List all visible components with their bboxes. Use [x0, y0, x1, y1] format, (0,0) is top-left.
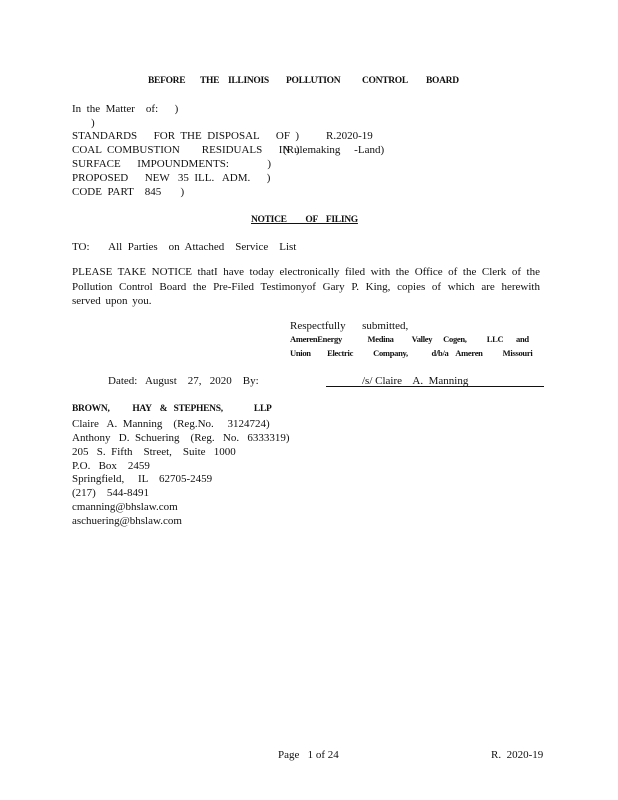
firm-line: (217) 544-8491	[72, 487, 149, 499]
respectfully-submitted: Respectfully submitted,	[290, 320, 409, 332]
case-number: R.2020-19	[326, 130, 373, 142]
caption-line: )	[91, 117, 95, 129]
caption-line: COAL COMBUSTION RESIDUALS IN )	[72, 144, 300, 156]
notice-title: NOTICE OF FILING	[251, 215, 358, 225]
heading-word: BEFORE	[148, 76, 186, 86]
caption-line: PROPOSED NEW 35 ILL. ADM. )	[72, 172, 271, 184]
dated-line: Dated: August 27, 2020 By:	[108, 375, 259, 387]
page-number: Page 1 of 24	[278, 749, 339, 761]
heading-word: ILLINOIS	[228, 76, 269, 86]
caption-line: CODE PART 845 )	[72, 186, 185, 198]
heading-word: POLLUTION	[286, 76, 341, 86]
signature: /s/ Claire A. Manning	[362, 375, 469, 387]
heading-word: BOARD	[426, 76, 459, 86]
firm-line: Anthony D. Schuering (Reg. No. 6333319)	[72, 432, 290, 444]
firm-name: BROWN, HAY & STEPHENS, LLP	[72, 404, 272, 414]
firm-line: P.O. Box 2459	[72, 460, 150, 472]
company-line: AmerenEnergy Medina Valley Cogen, LLC and	[290, 334, 529, 344]
firm-line: Claire A. Manning (Reg.No. 3124724)	[72, 418, 270, 430]
firm-line: 205 S. Fifth Street, Suite 1000	[72, 446, 236, 458]
email-line: aschuering@bhslaw.com	[72, 515, 182, 527]
heading-word: CONTROL	[362, 76, 408, 86]
to-line: TO: All Parties on Attached Service List	[72, 241, 297, 253]
rulemaking-label: (Rulemaking -Land)	[283, 144, 385, 156]
email-line: cmanning@bhslaw.com	[72, 501, 178, 513]
heading-word: THE	[200, 76, 220, 86]
caption-line: SURFACE IMPOUNDMENTS: )	[72, 158, 272, 170]
caption-line: In the Matter of: )	[72, 103, 179, 115]
docket-number: R. 2020-19	[491, 749, 544, 761]
firm-line: Springfield, IL 62705-2459	[72, 473, 213, 485]
notice-body: PLEASE TAKE NOTICE thatI have today electronically filed with the Office of the Clerk of the Pollution Control Board the Pre-Filed Testimonyof Gary P. King, copies of which are herewith served upon you.	[72, 266, 540, 307]
board-heading	[0, 76, 618, 90]
caption-line: STANDARDS FOR THE DISPOSAL OF )	[72, 130, 300, 142]
company-line: Union Electric Company, d/b/a Ameren Missouri	[290, 348, 533, 358]
